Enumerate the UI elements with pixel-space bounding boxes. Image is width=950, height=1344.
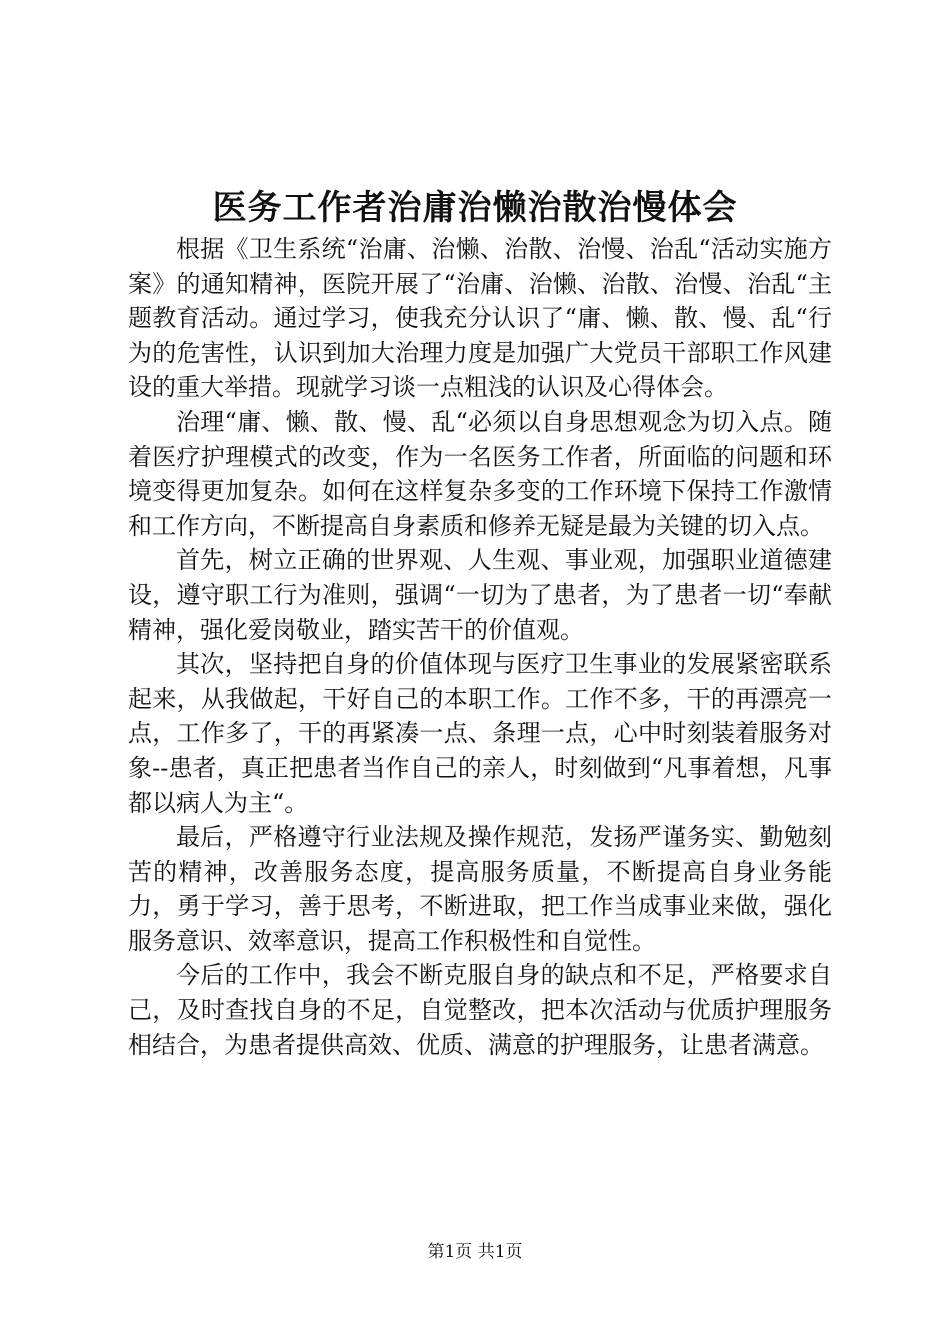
document-body [128,232,832,1062]
paragraph-finally: 最后，严格遵守行业法规及操作规范，发扬严谨务实、勤勉刻苦的精神，改善服务态度，提高服务质量，不断提高自身业务能力，勇于学习，善于思考，不断进取，把工作当成事业来做，强化服务意识、效率意识，提高工作积极性和自觉性。 [128,823,832,955]
paragraph-first: 首先，树立正确的世界观、人生观、事业观，加强职业道德建设，遵守职工行为准则，强调“一切为了患者，为了患者一切“奉献精神，强化爱岗敬业，踏实苦干的价值观。 [128,546,832,644]
paragraph-second: 其次，坚持把自身的价值体现与医疗卫生事业的发展紧密联系起来，从我做起，干好自己的本职工作。工作不多，干的再漂亮一点，工作多了，干的再紧凑一点、条理一点，心中时刻装着服务对象--患者，真正把患者当作自己的亲人，时刻做到“凡事着想，凡事都以病人为主“。 [128,650,832,817]
document-title: 医务工作者治庸治懒治散治慢体会 [212,188,738,228]
paragraph-intro: 根据《卫生系统“治庸、治懒、治散、治慢、治乱“活动实施方案》的通知精神，医院开展了“治庸、治懒、治散、治慢、治乱“主题教育活动。通过学习，使我充分认识了“庸、懒、散、慢、乱“行为的危害性，认识到加大治理力度是加强广大党员干部职工作风建设的重大举措。现就学习谈一点粗浅的认识及心得体会。 [128,235,832,402]
paragraph-governance: 治理“庸、懒、散、慢、乱“必须以自身思想观念为切入点。随着医疗护理模式的改变，作为一名医务工作者，所面临的问题和环境变得更加复杂。如何在这样复杂多变的工作环境下保持工作激情和工作方向，不断提高自身素质和修养无疑是最为关键的切入点。 [128,407,832,540]
page-footer: 第1页 共1页 [427,1242,523,1262]
paragraph-future: 今后的工作中，我会不断克服自身的缺点和不足，严格要求自己，及时查找自身的不足，自觉整改，把本次活动与优质护理服务相结合，为患者提供高效、优质、满意的护理服务，让患者满意。 [128,961,832,1059]
